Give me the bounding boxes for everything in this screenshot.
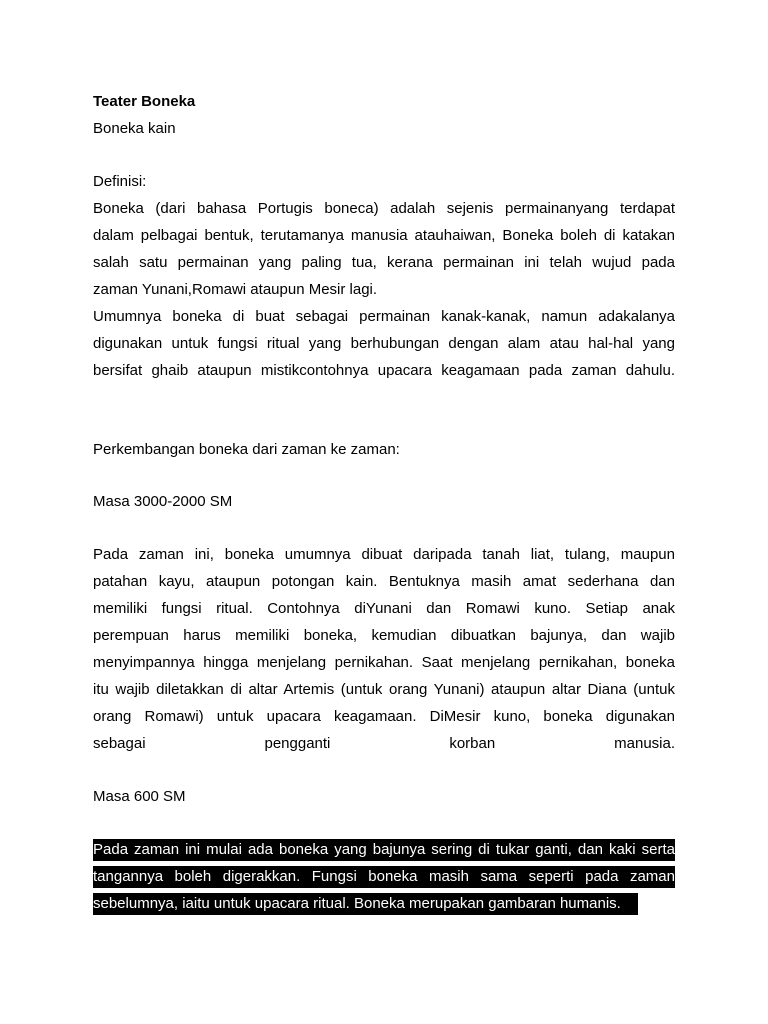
paragraph-line: patahan kayu, ataupun potongan kain. Bentuknya masih amat sederhana dan xyxy=(93,573,675,590)
paragraph-line: sebagai pengganti korban manusia. xyxy=(93,735,675,752)
paragraph-line: perempuan harus memiliki boneka, kemudian dibuatkan bajunya, dan wajib xyxy=(93,627,675,644)
paragraph-line: salah satu permainan yang paling tua, kerana permainan ini telah wujud pada xyxy=(93,254,675,271)
paragraph-line: menyimpannya hingga menjelang pernikahan. Saat menjelang pernikahan, boneka xyxy=(93,654,675,671)
paragraph-line: memiliki fungsi ritual. Contohnya diYunani dan Romawi kuno. Setiap anak xyxy=(93,600,675,617)
perkembangan-heading: Perkembangan boneka dari zaman ke zaman: xyxy=(93,441,400,458)
highlighted-text: Pada zaman ini mulai ada boneka yang bajunya sering di tukar ganti, dan kaki serta xyxy=(93,839,675,861)
paragraph-line: Umumnya boneka di buat sebagai permainan kanak-kanak, namun adakalanya xyxy=(93,308,675,325)
paragraph-line: orang Romawi) untuk upacara keagamaan. DiMesir kuno, boneka digunakan xyxy=(93,708,675,725)
paragraph-line: dalam pelbagai bentuk, terutamanya manusia atauhaiwan, Boneka boleh di katakan xyxy=(93,227,675,244)
highlighted-line xyxy=(93,836,675,863)
masa1-heading: Masa 3000-2000 SM xyxy=(93,493,233,510)
highlighted-text: tangannya boleh digerakkan. Fungsi boneka masih sama seperti pada zaman xyxy=(93,866,675,888)
paragraph-line: zaman Yunani,Romawi ataupun Mesir lagi. xyxy=(93,281,378,298)
paragraph-line: digunakan untuk fungsi ritual yang berhubungan dengan alam atau hal-hal yang xyxy=(93,335,675,352)
document-subtitle: Boneka kain xyxy=(93,120,176,137)
highlighted-text: sebelumnya, iaitu untuk upacara ritual. Boneka merupakan gambaran humanis. xyxy=(93,893,638,915)
masa1-heading-block xyxy=(93,488,675,515)
definisi-label: Definisi: xyxy=(93,173,147,190)
definition-section xyxy=(93,168,675,384)
paragraph-line: Boneka (dari bahasa Portugis boneca) adalah sejenis permainanyang terdapat xyxy=(93,200,675,217)
masa2-heading: Masa 600 SM xyxy=(93,788,186,805)
highlighted-line xyxy=(93,863,675,890)
paragraph-line: Pada zaman ini, boneka umumnya dibuat daripada tanah liat, tulang, maupun xyxy=(93,546,675,563)
document-title: Teater Boneka xyxy=(93,93,196,110)
paragraph-line: itu wajib diletakkan di altar Artemis (untuk orang Yunani) ataupun altar Diana (untuk xyxy=(93,681,675,698)
masa1-paragraph xyxy=(93,541,675,757)
perkembangan-heading-block xyxy=(93,436,675,463)
paragraph-line: bersifat ghaib ataupun mistikcontohnya upacara keagamaan pada zaman dahulu. xyxy=(93,362,675,379)
masa2-heading-block xyxy=(93,783,675,810)
masa2-highlighted-paragraph xyxy=(93,836,675,917)
heading-block xyxy=(93,88,675,142)
highlighted-line xyxy=(93,890,675,917)
